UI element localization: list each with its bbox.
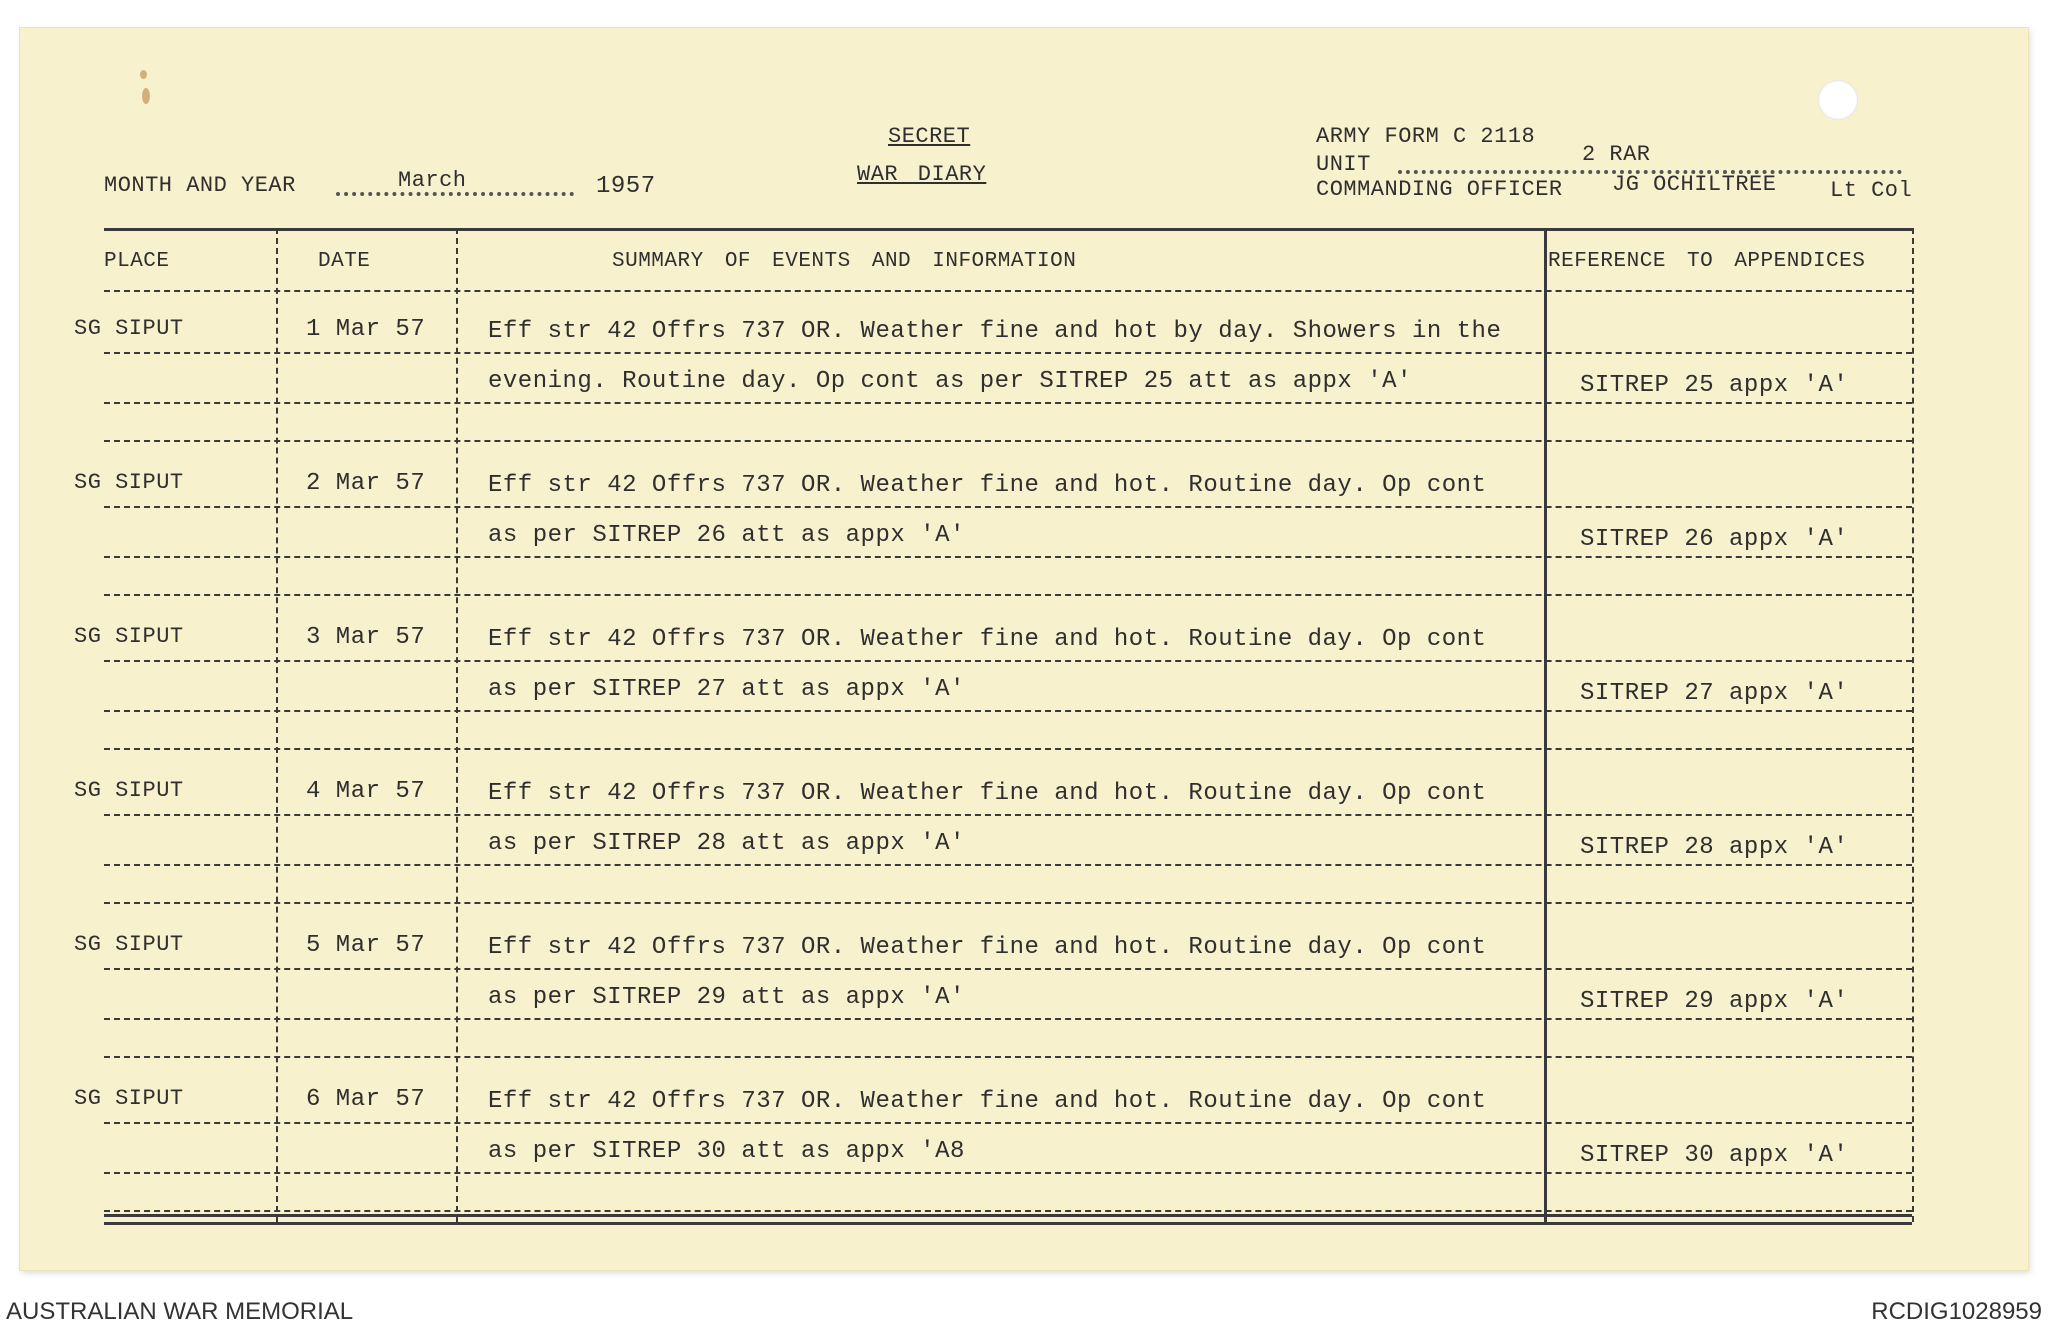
- summary-line: as per SITREP 29 att as appx 'A': [488, 984, 965, 1011]
- column-divider: [276, 228, 278, 1222]
- column-header-reference: REFERENCE TO APPENDICES: [1548, 250, 1866, 273]
- appendix-reference: SITREP 29 appx 'A': [1580, 988, 1849, 1015]
- army-form-label: ARMY FORM C 2118: [1316, 124, 1536, 149]
- row-separator: [104, 1210, 1912, 1212]
- summary-line: Eff str 42 Offrs 737 OR. Weather fine and hot. Routine day. Op cont: [488, 780, 1487, 807]
- column-header-place: PLACE: [104, 250, 170, 273]
- row-separator: [104, 1056, 1912, 1058]
- ruled-line: [104, 556, 1912, 558]
- appendix-reference: SITREP 27 appx 'A': [1580, 680, 1849, 707]
- punch-hole: [1818, 80, 1858, 120]
- summary-line: Eff str 42 Offrs 737 OR. Weather fine and hot. Routine day. Op cont: [488, 472, 1487, 499]
- ruled-line: [104, 814, 1912, 816]
- column-divider: [1912, 228, 1914, 1222]
- ruled-line: [104, 402, 1912, 404]
- ruled-line: [104, 968, 1912, 970]
- unit-label: UNIT: [1316, 152, 1371, 177]
- month-value: March: [398, 168, 467, 193]
- summary-line: as per SITREP 26 att as appx 'A': [488, 522, 965, 549]
- rust-stain: [142, 88, 150, 104]
- date-cell: 6 Mar 57: [306, 1086, 426, 1113]
- summary-line: as per SITREP 27 att as appx 'A': [488, 676, 965, 703]
- ruled-line: [104, 1172, 1912, 1174]
- commanding-officer-rank: Lt Col: [1830, 178, 1913, 203]
- ruled-line: [104, 1018, 1912, 1020]
- date-cell: 5 Mar 57: [306, 932, 426, 959]
- appendix-reference: SITREP 26 appx 'A': [1580, 526, 1849, 553]
- archive-credit: AUSTRALIAN WAR MEMORIAL: [6, 1298, 354, 1325]
- summary-line: Eff str 42 Offrs 737 OR. Weather fine and hot. Routine day. Op cont: [488, 626, 1487, 653]
- date-cell: 4 Mar 57: [306, 778, 426, 805]
- header-bottom-rule: [104, 290, 1912, 292]
- place-cell: SG SIPUT: [74, 470, 184, 495]
- secret-heading: SECRET: [888, 124, 971, 149]
- column-divider: [456, 228, 458, 1222]
- commanding-officer-name: JG OCHILTREE: [1612, 172, 1777, 197]
- archive-reference: RCDIG1028959: [1871, 1298, 2042, 1325]
- ruled-line: [104, 710, 1912, 712]
- row-separator: [104, 440, 1912, 442]
- place-cell: SG SIPUT: [74, 778, 184, 803]
- ruled-line: [104, 1122, 1912, 1124]
- ruled-line: [104, 352, 1912, 354]
- summary-line: Eff str 42 Offrs 737 OR. Weather fine and hot. Routine day. Op cont: [488, 1088, 1487, 1115]
- date-cell: 3 Mar 57: [306, 624, 426, 651]
- place-cell: SG SIPUT: [74, 624, 184, 649]
- date-cell: 1 Mar 57: [306, 316, 426, 343]
- summary-line: Eff str 42 Offrs 737 OR. Weather fine and hot by day. Showers in the: [488, 318, 1502, 345]
- summary-line: as per SITREP 28 att as appx 'A': [488, 830, 965, 857]
- ruled-line: [104, 660, 1912, 662]
- row-separator: [104, 748, 1912, 750]
- appendix-reference: SITREP 30 appx 'A': [1580, 1142, 1849, 1169]
- rust-stain: [140, 70, 147, 79]
- place-cell: SG SIPUT: [74, 1086, 184, 1111]
- table-bottom-rule: [104, 1214, 1912, 1217]
- year-value: 1957: [596, 173, 656, 200]
- appendix-reference: SITREP 28 appx 'A': [1580, 834, 1849, 861]
- column-header-date: DATE: [318, 250, 371, 273]
- summary-line: evening. Routine day. Op cont as per SITREP 25 att as appx 'A': [488, 368, 1412, 395]
- column-divider: [1544, 228, 1547, 1222]
- unit-value: 2 RAR: [1582, 142, 1651, 167]
- summary-line: Eff str 42 Offrs 737 OR. Weather fine and hot. Routine day. Op cont: [488, 934, 1487, 961]
- commanding-officer-label: COMMANDING OFFICER: [1316, 177, 1563, 202]
- ruled-line: [104, 506, 1912, 508]
- row-separator: [104, 594, 1912, 596]
- ruled-line: [104, 864, 1912, 866]
- place-cell: SG SIPUT: [74, 932, 184, 957]
- war-diary-heading: WAR DIARY: [857, 162, 987, 187]
- column-header-summary: SUMMARY OF EVENTS AND INFORMATION: [612, 250, 1077, 273]
- place-cell: SG SIPUT: [74, 316, 184, 341]
- row-separator: [104, 902, 1912, 904]
- table-top-rule: [104, 228, 1912, 231]
- summary-line: as per SITREP 30 att as appx 'A8: [488, 1138, 965, 1165]
- month-year-label: MONTH AND YEAR: [104, 173, 296, 198]
- date-cell: 2 Mar 57: [306, 470, 426, 497]
- appendix-reference: SITREP 25 appx 'A': [1580, 372, 1849, 399]
- table-bottom-rule: [104, 1222, 1912, 1225]
